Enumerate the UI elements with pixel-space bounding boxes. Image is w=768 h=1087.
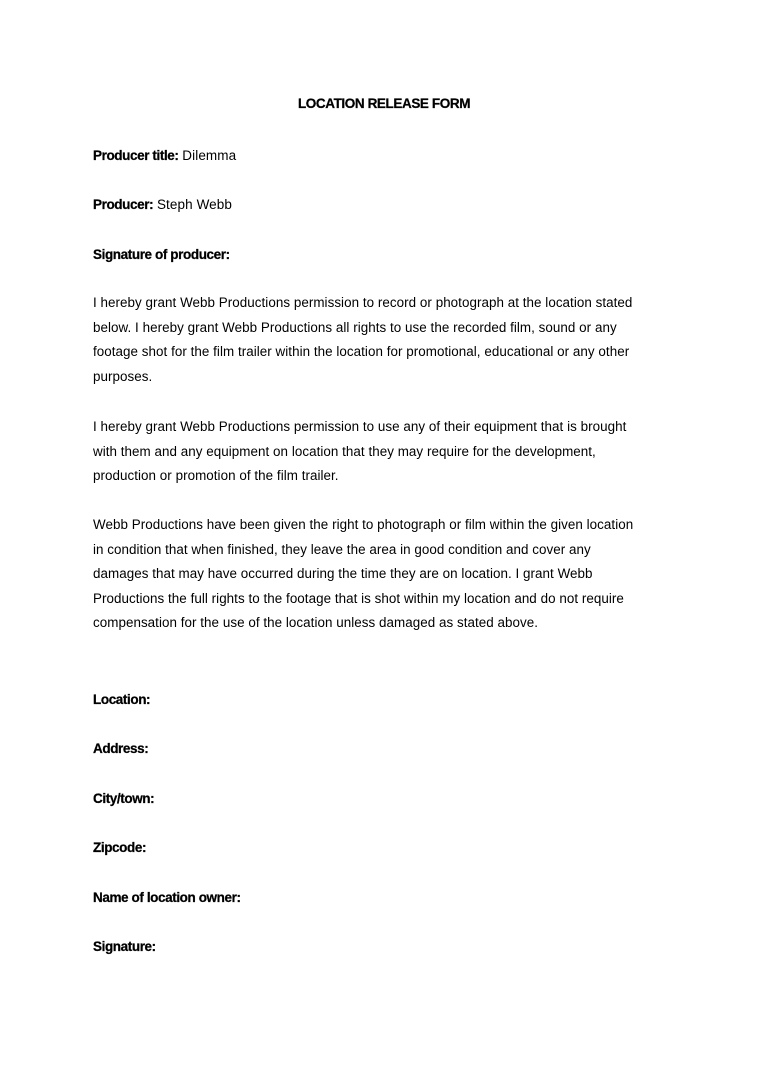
paragraph-line: damages that may have occurred during the time they are on location. I grant Webb [93,566,593,581]
signature-field [93,939,156,955]
paragraph-conditions [93,513,668,636]
address-label: Address: [93,741,149,756]
zipcode-label: Zipcode: [93,840,147,855]
paragraph-line: below. I hereby grant Webb Productions all rights to use the recorded film, sound or any [93,319,617,335]
paragraph-line: footage shot for the film trailer within the location for promotional, educational or any other [93,344,630,359]
location-owner-label: Name of location owner: [93,890,241,905]
paragraph-equipment [93,415,668,489]
paragraph-line: in condition that when finished, they leave the area in good condition and cover any [93,541,591,557]
location-field [93,692,150,708]
paragraph-line: with them and any equipment on location that they may require for the development, [93,443,596,459]
city-town-field [93,791,154,807]
producer-value: Steph Webb [156,197,232,212]
location-owner-field [93,890,241,906]
paragraph-line: Productions the full rights to the footage that is shot within my location and do not require [93,590,624,606]
paragraph-line: I hereby grant Webb Productions permission to use any of their equipment that is brought [93,419,627,434]
producer-label: Producer: [93,197,154,212]
paragraph-recording-rights [93,291,668,389]
paragraph-line: Webb Productions have been given the right to photograph or film within the given location [93,517,634,532]
address-field [93,741,148,757]
signature-of-producer-label: Signature of producer: [93,247,230,262]
paragraph-line: I hereby grant Webb Productions permission to record or photograph at the location stated [93,295,633,310]
signature-of-producer-field [93,247,230,263]
producer-title-field [93,148,236,164]
producer-title-label: Producer title: [93,148,179,163]
location-label: Location: [93,692,151,707]
paragraph-line: production or promotion of the film trailer. [93,468,339,483]
signature-label: Signature: [93,939,156,954]
zipcode-field [93,840,146,856]
paragraph-line: compensation for the use of the location unless damaged as stated above. [93,615,539,630]
producer-field [93,197,232,213]
producer-title-value: Dilemma [182,148,237,163]
page-title: LOCATION RELEASE FORM [297,96,471,111]
city-town-label: City/town: [93,791,155,806]
paragraph-line: purposes. [93,368,153,384]
